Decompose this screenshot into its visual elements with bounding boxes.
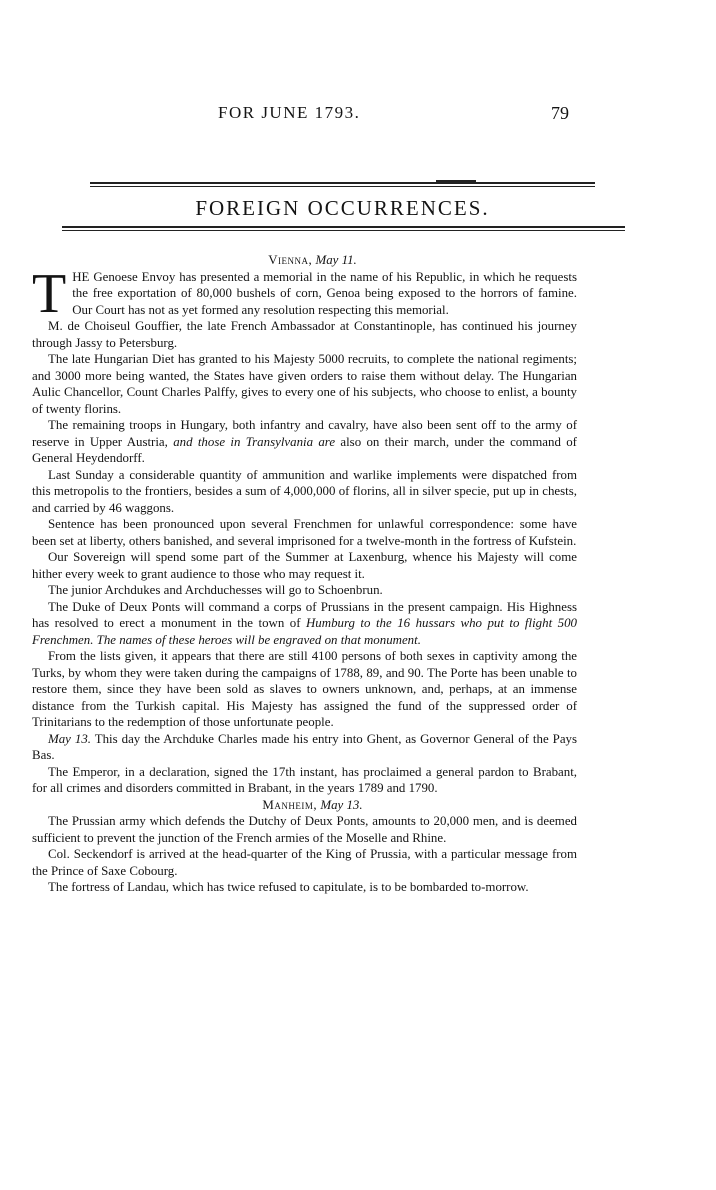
section-title: FOREIGN OCCURRENCES. xyxy=(195,196,490,220)
paragraph: The late Hungarian Diet has granted to his Majesty 5000 recruits, to complete the national regiments; and 3000 more being wanted, the States have given orders to raise them without delay. The Hungarian Aulic Chancellor, Count Charles Palffy, gives to every one of his subjects, who choose to enlist, a bounty of twenty florins. xyxy=(32,352,577,416)
drop-cap: T xyxy=(32,262,67,325)
paragraph: M. de Choiseul Gouffier, the late French Ambassador at Constantinople, has continued his journey through Jassy to Petersburg. xyxy=(32,319,577,350)
paragraph-date: May 13. xyxy=(48,731,91,746)
rule-bottom-thin xyxy=(62,230,625,231)
running-title: FOR JUNE 1793. xyxy=(218,103,361,122)
paragraph-text: The remaining troops in Hungary, both infantry and cavalry, have also been sent off to the army of reserve in Upper Austria, xyxy=(32,418,577,449)
paragraph xyxy=(32,599,577,649)
paragraph-text: HE Genoese Envoy has presented a memorial in the name of his Republic, in which he requests the free exportation of 80,000 bushels of corn, Genoa being exposed to the horrors of famine. Our Court has not as yet formed any resolution respecting this memorial. xyxy=(72,269,577,317)
paragraph-text: The Duke of Deux Ponts will command a corps of Prussians in the present campaign. His Highness has resolved to erect a monument in the town of xyxy=(32,599,577,630)
paragraph: The junior Archdukes and Archduchesses will go to Schoenbrun. xyxy=(48,583,383,597)
dateline-date: May 11. xyxy=(315,253,357,267)
paragraph: From the lists given, it appears that there are still 4100 persons of both sexes in captivity among the Turks, by whom they were taken during the campaigns of 1788, 89, and 90. The Porte has been unable to restore them, since they have been sold as slaves to owners unknown, and, perhaps, at an immense distance from the Turkish capital. His Majesty has assigned the fund of the suppressed order of Trinitarians to the redemption of those unfortunate people. xyxy=(32,649,577,729)
paragraph-text: also on their march, under the command of General Heydendorff. xyxy=(32,434,577,465)
paragraph: The Emperor, in a declaration, signed the 17th instant, has proclaimed a general pardon to Brabant, for all crimes and disorders committed in Brabant, in the years 1789 and 1790. xyxy=(32,764,577,795)
paragraph xyxy=(32,417,577,467)
paragraph: Our Sovereign will spend some part of the Summer at Laxenburg, whence his Majesty will come hither every week to grant audience to those who may request it. xyxy=(32,550,577,581)
paragraph: Col. Seckendorf is arrived at the head-quarter of the King of Prussia, with a particular message from the Prince of Saxe Cobourg. xyxy=(32,847,577,878)
paragraph-text-italic: Humburg to the 16 hussars who put to flight 500 Frenchmen. xyxy=(32,616,577,647)
rule-top-thick xyxy=(90,182,595,184)
running-head xyxy=(0,103,716,127)
dateline-vienna xyxy=(32,252,577,269)
page-number: 79 xyxy=(551,103,569,123)
rule-bottom-thick xyxy=(62,226,625,228)
paragraph xyxy=(32,731,577,764)
dateline-manheim xyxy=(32,797,577,814)
paragraph: The Prussian army which defends the Dutchy of Deux Ponts, amounts to 20,000 men, and is deemed sufficient to prevent the junction of the French armies of the Moselle and Rhine. xyxy=(32,814,577,845)
paragraph xyxy=(32,262,577,325)
paragraph: The fortress of Landau, which has twice refused to capitulate, is to be bombarded to-morrow. xyxy=(48,880,529,894)
rule-top-thin xyxy=(90,186,595,187)
dateline-place: Vienna, xyxy=(268,253,313,267)
dateline-place: Manheim, xyxy=(262,797,318,812)
paragraph: Sentence has been pronounced upon several Frenchmen for unlawful correspondence: some have been set at liberty, others banished, and several imprisoned for a twelve-month in the fortress of Kufstein. xyxy=(32,517,577,548)
paragraph-text-italic: and those in Transylvania are xyxy=(173,434,336,449)
rule-ornament xyxy=(436,180,476,182)
paragraph: Last Sunday a considerable quantity of ammunition and warlike implements were dispatched from this metropolis to the frontiers, besides a sum of 4,000,000 of florins, all in silver specie, put up in chests, and carried by 46 waggons. xyxy=(32,467,577,515)
article-body xyxy=(32,252,577,896)
paragraph-text: This day the Archduke Charles made his entry into Ghent, as Governor General of the Pays Bas. xyxy=(32,731,578,762)
paragraph-text-italic: The names of these heroes will be engraved on that monument. xyxy=(93,632,421,647)
dateline-date: May 13. xyxy=(320,797,363,812)
